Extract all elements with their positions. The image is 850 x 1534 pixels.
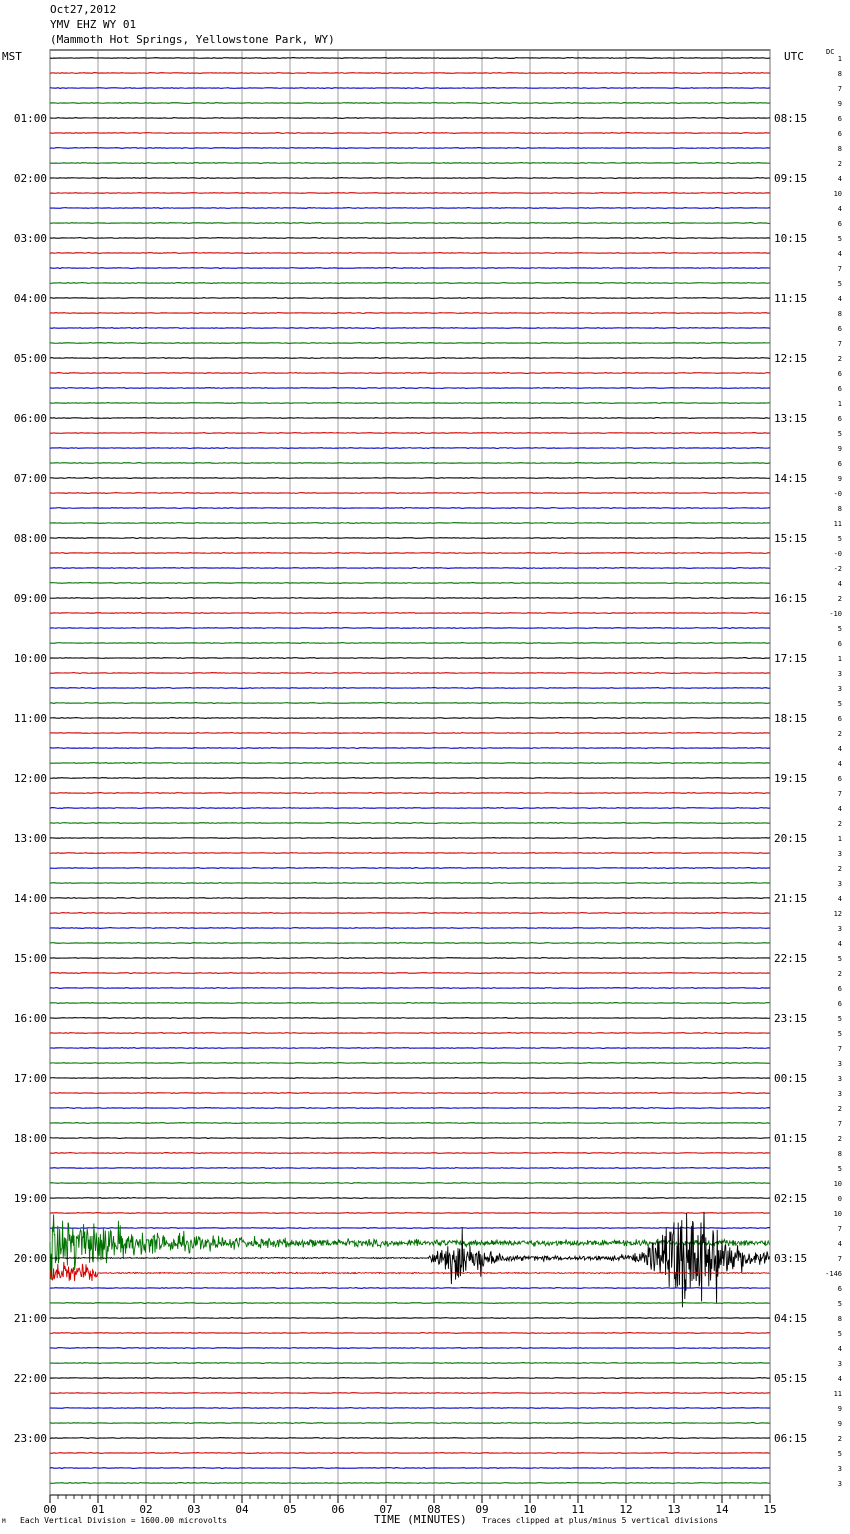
- dc-offset-label: 4: [837, 580, 842, 588]
- utc-hour-label: 17:15: [774, 652, 808, 665]
- mst-hour-label: 01:00: [13, 112, 47, 125]
- clip-note: Traces clipped at plus/minus 5 vertical divisions: [482, 1516, 719, 1525]
- dc-offset-label: 1: [837, 400, 842, 408]
- seismic-trace: [50, 628, 770, 629]
- seismic-trace: [50, 1408, 770, 1409]
- seismic-trace: [50, 883, 770, 884]
- seismic-trace: [50, 1018, 770, 1019]
- x-tick-label: 01: [91, 1503, 105, 1516]
- mst-hour-label: 06:00: [13, 412, 47, 425]
- seismic-trace: [50, 673, 770, 674]
- dc-offset-label: 4: [837, 1345, 842, 1353]
- seismic-trace: [50, 103, 770, 104]
- dc-offset-label: 8: [837, 145, 842, 153]
- dc-offset-label: 5: [837, 955, 842, 963]
- dc-offset-label: 9: [837, 1420, 842, 1428]
- dc-offset-label: 0: [837, 1195, 842, 1203]
- seismic-trace: [50, 418, 770, 419]
- seismic-trace: [50, 688, 770, 689]
- dc-offset-label: 6: [837, 220, 842, 228]
- seismic-trace: [50, 643, 770, 644]
- dc-offset-label: 5: [837, 1030, 842, 1038]
- seismic-trace: [50, 268, 770, 269]
- utc-hour-label: 09:15: [774, 172, 808, 185]
- dc-offset-label: 6: [837, 775, 842, 783]
- x-tick-label: 06: [331, 1503, 345, 1516]
- dc-offset-label: 3: [837, 685, 842, 693]
- dc-offset-label: 7: [837, 1120, 842, 1128]
- dc-offset-label: 7: [837, 1045, 842, 1053]
- seismic-trace: [50, 358, 770, 359]
- x-tick-label: 15: [763, 1503, 777, 1516]
- dc-offset-label: 5: [837, 1330, 842, 1338]
- dc-offset-label: 6: [837, 130, 842, 138]
- seismic-trace: [50, 1333, 770, 1334]
- dc-offset-label: 3: [837, 880, 842, 888]
- mst-hour-label: 02:00: [13, 172, 47, 185]
- seismic-trace: [50, 1288, 770, 1289]
- dc-offset-label: 6: [837, 1000, 842, 1008]
- seismic-trace: [50, 823, 770, 824]
- dc-offset-label: 4: [837, 295, 842, 303]
- x-tick-label: 02: [139, 1503, 153, 1516]
- seismic-trace: [50, 133, 770, 134]
- seismic-trace: [50, 1213, 770, 1214]
- utc-hour-label: 04:15: [774, 1312, 808, 1325]
- dc-offset-label: 7: [837, 1255, 842, 1263]
- mst-hour-label: 03:00: [13, 232, 47, 245]
- seismic-trace: [50, 493, 770, 494]
- seismic-trace: [50, 1123, 770, 1124]
- dc-offset-label: 4: [837, 250, 842, 258]
- dc-offset-label: 3: [837, 1090, 842, 1098]
- dc-offset-label: 5: [837, 535, 842, 543]
- seismic-trace: [50, 193, 770, 194]
- dc-offset-label: 5: [837, 280, 842, 288]
- dc-offset-label: 1: [837, 835, 842, 843]
- seismic-trace: [50, 313, 770, 314]
- utc-hour-label: 19:15: [774, 772, 808, 785]
- dc-offset-label: 5: [837, 430, 842, 438]
- seismic-trace: [50, 748, 770, 749]
- seismic-trace: [50, 808, 770, 809]
- seismic-trace: [50, 1183, 770, 1184]
- dc-offset-label: 3: [837, 670, 842, 678]
- seismic-trace: [50, 718, 770, 719]
- utc-hour-label: 10:15: [774, 232, 808, 245]
- seismic-trace: [50, 658, 770, 659]
- seismic-trace: [50, 1438, 770, 1439]
- utc-hour-label: 11:15: [774, 292, 808, 305]
- seismic-trace: [50, 1262, 769, 1281]
- seismic-trace: [50, 1108, 770, 1109]
- seismic-trace: [50, 328, 770, 329]
- dc-offset-label: 8: [837, 310, 842, 318]
- utc-hour-label: 16:15: [774, 592, 808, 605]
- seismic-trace: [50, 1138, 770, 1139]
- dc-offset-label: 3: [837, 1060, 842, 1068]
- seismic-trace: [50, 1033, 770, 1034]
- utc-hour-label: 05:15: [774, 1372, 808, 1385]
- dc-offset-label: 3: [837, 925, 842, 933]
- seismic-trace: [50, 58, 770, 59]
- seismic-trace: [50, 853, 770, 854]
- seismic-trace: [50, 973, 770, 974]
- seismic-trace: [50, 598, 770, 599]
- dc-offset-label: -0: [833, 490, 842, 498]
- mst-hour-label: 19:00: [13, 1192, 47, 1205]
- dc-offset-label: 9: [837, 100, 842, 108]
- dc-offset-label: 2: [837, 355, 842, 363]
- dc-offset-label: 3: [837, 1465, 842, 1473]
- dc-offset-label: 4: [837, 1240, 842, 1248]
- seismic-trace: [50, 1318, 770, 1319]
- mst-hour-label: 23:00: [13, 1432, 47, 1445]
- seismic-trace: [50, 448, 770, 449]
- utc-hour-label: 18:15: [774, 712, 808, 725]
- seismic-trace: [50, 1168, 770, 1169]
- dc-offset-label: 3: [837, 1360, 842, 1368]
- seismic-trace: [50, 403, 770, 404]
- seismic-trace: [50, 958, 770, 959]
- seismic-trace: [50, 1228, 770, 1229]
- mst-hour-label: 15:00: [13, 952, 47, 965]
- dc-offset-label: -146: [825, 1270, 842, 1278]
- plot-date: Oct27,2012: [50, 3, 117, 16]
- dc-offset-label: 10: [833, 1210, 842, 1218]
- utc-hour-label: 12:15: [774, 352, 808, 365]
- dc-offset-label: 10: [833, 1180, 842, 1188]
- seismic-trace: [50, 1468, 770, 1469]
- dc-offset-label: 2: [837, 865, 842, 873]
- seismic-trace: [50, 463, 770, 464]
- seismic-trace: [50, 478, 770, 479]
- seismic-trace: [50, 733, 770, 734]
- seismic-trace: [50, 793, 770, 794]
- utc-hour-label: 01:15: [774, 1132, 808, 1145]
- dc-offset-label: 10: [833, 190, 842, 198]
- dc-offset-label: 2: [837, 1105, 842, 1113]
- x-tick-label: 04: [235, 1503, 249, 1516]
- seismic-trace: [50, 373, 770, 374]
- x-tick-label: 11: [571, 1503, 585, 1516]
- dc-offset-label: 1: [837, 55, 842, 63]
- dc-offset-label: 3: [837, 1480, 842, 1488]
- scale-note: Each Vertical Division = 1600.00 microvolts: [20, 1516, 228, 1525]
- mst-hour-label: 22:00: [13, 1372, 47, 1385]
- dc-offset-label: 5: [837, 1165, 842, 1173]
- seismic-trace: [50, 523, 770, 524]
- seismic-trace: [50, 1303, 770, 1304]
- dc-offset-label: 7: [837, 265, 842, 273]
- dc-offset-label: 8: [837, 1150, 842, 1158]
- mst-hour-label: 04:00: [13, 292, 47, 305]
- dc-offset-label: 9: [837, 445, 842, 453]
- plot-frame: [50, 50, 770, 1495]
- seismic-trace: [50, 118, 770, 119]
- mst-hour-label: 16:00: [13, 1012, 47, 1025]
- seismic-trace: [50, 898, 770, 899]
- dc-offset-label: 5: [837, 625, 842, 633]
- utc-hour-label: 21:15: [774, 892, 808, 905]
- seismic-trace: [50, 148, 770, 149]
- seismic-trace: [50, 1423, 770, 1424]
- seismic-trace: [50, 1063, 770, 1064]
- x-tick-label: 13: [667, 1503, 681, 1516]
- mst-hour-label: 18:00: [13, 1132, 47, 1145]
- seismic-trace: [50, 1093, 770, 1094]
- dc-offset-label: 11: [833, 1390, 842, 1398]
- dc-offset-label: 12: [833, 910, 842, 918]
- seismic-trace: [50, 1363, 770, 1364]
- dc-offset-label: 2: [837, 970, 842, 978]
- seismic-trace: [50, 583, 770, 584]
- dc-offset-label: 4: [837, 760, 842, 768]
- x-tick-label: 05: [283, 1503, 297, 1516]
- x-tick-label: 14: [715, 1503, 729, 1516]
- dc-offset-label: 8: [837, 505, 842, 513]
- x-tick-label: 00: [43, 1503, 57, 1516]
- dc-offset-label: 6: [837, 985, 842, 993]
- dc-offset-label: 6: [837, 115, 842, 123]
- left-axis-title: MST: [2, 50, 22, 63]
- seismic-trace: [50, 73, 770, 74]
- seismic-trace: [50, 433, 770, 434]
- dc-offset-label: 2: [837, 730, 842, 738]
- dc-offset-label: 4: [837, 895, 842, 903]
- seismic-trace: [50, 913, 770, 914]
- x-tick-label: 07: [379, 1503, 393, 1516]
- mst-hour-label: 21:00: [13, 1312, 47, 1325]
- dc-offset-label: 3: [837, 850, 842, 858]
- seismic-trace: [50, 538, 770, 539]
- mst-hour-label: 13:00: [13, 832, 47, 845]
- dc-offset-label: 3: [837, 1075, 842, 1083]
- dc-offset-label: 4: [837, 745, 842, 753]
- x-tick-label: 09: [475, 1503, 489, 1516]
- dc-offset-title: DC: [826, 48, 835, 56]
- dc-offset-label: 5: [837, 1015, 842, 1023]
- dc-offset-label: 7: [837, 85, 842, 93]
- dc-offset-label: 9: [837, 1405, 842, 1413]
- dc-offset-label: 4: [837, 1375, 842, 1383]
- utc-hour-label: 23:15: [774, 1012, 808, 1025]
- dc-offset-label: 2: [837, 820, 842, 828]
- seismic-trace: [50, 298, 770, 299]
- utc-hour-label: 15:15: [774, 532, 808, 545]
- x-tick-label: 08: [427, 1503, 441, 1516]
- x-tick-label: 10: [523, 1503, 537, 1516]
- utc-hour-label: 00:15: [774, 1072, 808, 1085]
- utc-hour-label: 20:15: [774, 832, 808, 845]
- seismic-trace: [50, 1212, 769, 1307]
- seismic-trace: [50, 508, 770, 509]
- mst-hour-label: 07:00: [13, 472, 47, 485]
- right-axis-title: UTC: [784, 50, 804, 63]
- corner-mark: M: [2, 1518, 6, 1525]
- seismic-trace: [50, 1214, 769, 1280]
- dc-offset-label: 1: [837, 655, 842, 663]
- station-location: (Mammoth Hot Springs, Yellowstone Park, WY): [50, 33, 335, 46]
- dc-offset-label: -2: [833, 565, 842, 573]
- seismic-trace: [50, 568, 770, 569]
- seismic-trace: [50, 763, 770, 764]
- dc-offset-label: 6: [837, 640, 842, 648]
- seismic-trace: [50, 253, 770, 254]
- dc-offset-label: 5: [837, 1300, 842, 1308]
- utc-hour-label: 03:15: [774, 1252, 808, 1265]
- dc-offset-label: 7: [837, 790, 842, 798]
- seismic-trace: [50, 283, 770, 284]
- mst-hour-label: 08:00: [13, 532, 47, 545]
- seismic-trace: [50, 388, 770, 389]
- x-axis-title: TIME (MINUTES): [374, 1513, 467, 1526]
- seismic-trace: [50, 778, 770, 779]
- seismic-trace: [50, 1153, 770, 1154]
- x-tick-label: 12: [619, 1503, 633, 1516]
- dc-offset-label: 4: [837, 940, 842, 948]
- dc-offset-label: 6: [837, 715, 842, 723]
- x-tick-label: 03: [187, 1503, 201, 1516]
- dc-offset-label: 7: [837, 1225, 842, 1233]
- dc-offset-label: 4: [837, 175, 842, 183]
- utc-hour-label: 08:15: [774, 112, 808, 125]
- seismic-trace: [50, 1078, 770, 1079]
- seismic-trace: [50, 943, 770, 944]
- dc-offset-label: -0: [833, 550, 842, 558]
- dc-offset-label: 6: [837, 370, 842, 378]
- mst-hour-label: 10:00: [13, 652, 47, 665]
- mst-hour-label: 12:00: [13, 772, 47, 785]
- dc-offset-label: -10: [829, 610, 842, 618]
- seismic-trace: [50, 208, 770, 209]
- mst-hour-label: 17:00: [13, 1072, 47, 1085]
- seismic-trace: [50, 1198, 770, 1199]
- dc-offset-label: 11: [833, 520, 842, 528]
- mst-hour-label: 05:00: [13, 352, 47, 365]
- seismic-trace: [50, 1393, 770, 1394]
- dc-offset-label: 6: [837, 460, 842, 468]
- seismic-trace: [50, 703, 770, 704]
- dc-offset-label: 2: [837, 1135, 842, 1143]
- seismic-trace: [50, 343, 770, 344]
- dc-offset-label: 4: [837, 805, 842, 813]
- seismic-trace: [50, 553, 770, 554]
- utc-hour-label: 02:15: [774, 1192, 808, 1205]
- seismic-trace: [50, 928, 770, 929]
- seismic-trace: [50, 868, 770, 869]
- utc-hour-label: 14:15: [774, 472, 808, 485]
- dc-offset-label: 5: [837, 1450, 842, 1458]
- mst-hour-label: 09:00: [13, 592, 47, 605]
- utc-hour-label: 13:15: [774, 412, 808, 425]
- seismic-trace: [50, 988, 770, 989]
- seismic-trace: [50, 838, 770, 839]
- dc-offset-label: 8: [837, 70, 842, 78]
- dc-offset-label: 4: [837, 205, 842, 213]
- seismic-trace: [50, 1348, 770, 1349]
- mst-hour-label: 20:00: [13, 1252, 47, 1265]
- seismic-trace: [50, 1048, 770, 1049]
- dc-offset-label: 6: [837, 1285, 842, 1293]
- dc-offset-label: 5: [837, 235, 842, 243]
- seismic-trace: [50, 238, 770, 239]
- dc-offset-label: 2: [837, 160, 842, 168]
- seismic-trace: [50, 88, 770, 89]
- dc-offset-label: 6: [837, 385, 842, 393]
- seismic-trace: [50, 1003, 770, 1004]
- dc-offset-label: 5: [837, 700, 842, 708]
- seismic-trace: [50, 223, 770, 224]
- utc-hour-label: 06:15: [774, 1432, 808, 1445]
- dc-offset-label: 7: [837, 340, 842, 348]
- station-code: YMV EHZ WY 01: [50, 18, 137, 31]
- seismic-trace: [50, 1378, 770, 1379]
- utc-hour-label: 22:15: [774, 952, 808, 965]
- dc-offset-label: 2: [837, 595, 842, 603]
- seismic-trace: [50, 178, 770, 179]
- seismic-trace: [50, 1483, 770, 1484]
- dc-offset-label: 9: [837, 475, 842, 483]
- mst-hour-label: 11:00: [13, 712, 47, 725]
- dc-offset-label: 2: [837, 1435, 842, 1443]
- seismic-trace: [50, 163, 770, 164]
- mst-hour-label: 14:00: [13, 892, 47, 905]
- seismic-trace: [50, 1453, 770, 1454]
- dc-offset-label: 6: [837, 325, 842, 333]
- dc-offset-label: 8: [837, 1315, 842, 1323]
- dc-offset-label: 6: [837, 415, 842, 423]
- seismic-trace: [50, 613, 770, 614]
